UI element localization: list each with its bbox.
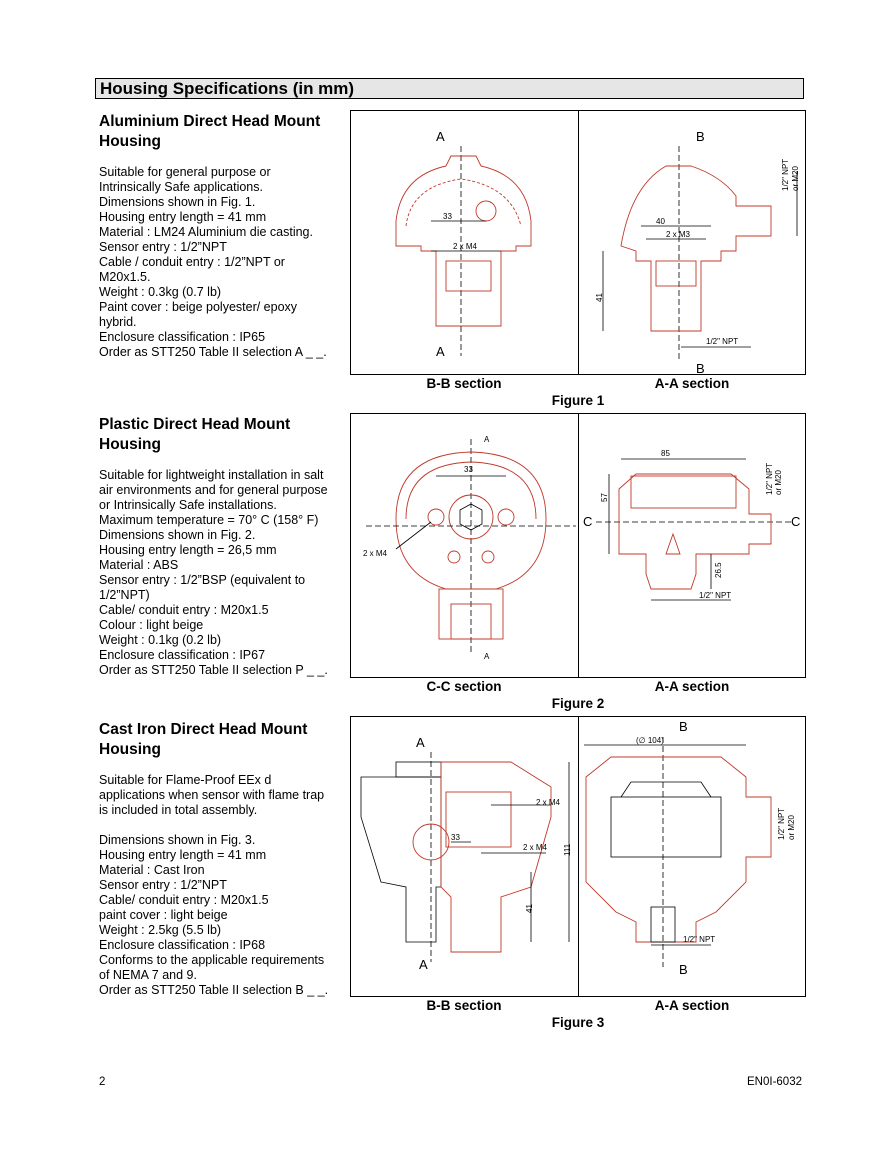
page-title: Housing Specifications (in mm) <box>100 79 355 98</box>
section-description: Suitable for general purpose or Intrinsically Safe applications. Dimensions shown in Fig. 1. Housing entry length = 41 mm Material : LM24 Aluminium die casting. Sensor entry : 1/2”NPT Cable / conduit entry : 1/2”NPT or M20x1.5. Weight : 0.3kg (0.7 lb) Paint cover : beige polyester/ epoxy hybrid. Enclosure classification : IP65 Order as STT250 Table II selection A _ _. <box>99 165 327 359</box>
svg-text:57: 57 <box>600 493 609 502</box>
figure-2-drawing <box>350 413 806 678</box>
caption-right: A-A section <box>654 998 730 1013</box>
caption-right: A-A section <box>654 679 730 694</box>
cast-iron-section-text <box>99 720 349 998</box>
section-marker: B <box>679 962 688 977</box>
svg-text:40: 40 <box>656 217 665 226</box>
svg-text:A: A <box>484 652 490 661</box>
section-marker: A <box>416 735 425 750</box>
svg-text:1/2" NPT: 1/2" NPT <box>765 462 774 495</box>
figure-1-drawing <box>350 110 806 375</box>
svg-text:or M20: or M20 <box>787 815 796 840</box>
svg-text:41: 41 <box>525 904 534 913</box>
svg-text:A: A <box>484 435 490 444</box>
section-marker: B <box>696 361 705 376</box>
figure-caption: Figure 1 <box>551 393 605 408</box>
svg-text:41: 41 <box>595 293 604 302</box>
section-description: Suitable for lightweight installation in salt air environments and for general purpose or Intrinsically Safe installations. Maximum temperature = 70° C (158° F) Dimensions shown in Fig. 2. Housing entry length = 26,5 mm Material : ABS Sensor entry : 1/2”BSP (equivalent to 1/2”NPT) Cable/ conduit entry : M20x1.5 Colour : light beige Weight : 0.1kg (0.2 lb) Enclosure classification : IP67 Order as STT250 Table II selection P _ _. <box>99 468 328 677</box>
section-heading: Aluminium Direct Head Mount Housing <box>99 113 321 150</box>
page-title-bar <box>95 78 804 99</box>
svg-text:1/2" NPT: 1/2" NPT <box>706 337 739 346</box>
svg-text:2 x M4: 2 x M4 <box>453 242 478 251</box>
svg-text:1/2" NPT: 1/2" NPT <box>777 807 786 840</box>
figure-2-svg <box>351 414 807 679</box>
section-marker: B <box>679 719 688 734</box>
section-marker: C <box>583 514 593 529</box>
svg-text:2 x M4: 2 x M4 <box>536 798 561 807</box>
svg-text:1/2" NPT: 1/2" NPT <box>683 935 716 944</box>
caption-left: B-B section <box>426 998 502 1013</box>
section-marker: C <box>791 514 801 529</box>
svg-text:33: 33 <box>443 212 452 221</box>
section-heading: Plastic Direct Head Mount Housing <box>99 416 291 453</box>
svg-text:2 x M4: 2 x M4 <box>523 843 548 852</box>
figure-1-svg <box>351 111 807 376</box>
svg-text:26.5: 26.5 <box>714 562 723 578</box>
caption-left: C-C section <box>426 679 502 694</box>
svg-text:(∅ 104): (∅ 104) <box>636 736 664 745</box>
svg-text:85: 85 <box>661 449 670 458</box>
figure-3-svg <box>351 717 807 998</box>
section-marker: A <box>436 344 445 359</box>
section-marker: A <box>436 129 445 144</box>
aluminium-section-text <box>99 112 349 360</box>
svg-text:1/2" NPT: 1/2" NPT <box>781 158 790 191</box>
figure-caption: Figure 2 <box>551 696 605 711</box>
figure-caption: Figure 3 <box>551 1015 605 1030</box>
svg-text:2 x M4: 2 x M4 <box>363 549 388 558</box>
figure-3-drawing <box>350 716 806 997</box>
svg-text:33: 33 <box>451 833 460 842</box>
section-marker: B <box>696 129 705 144</box>
svg-text:2 x M3: 2 x M3 <box>666 230 691 239</box>
svg-text:or M20: or M20 <box>774 470 783 495</box>
caption-left: B-B section <box>426 376 502 391</box>
svg-text:1/2" NPT: 1/2" NPT <box>699 591 732 600</box>
section-marker: A <box>419 957 428 972</box>
section-description: Suitable for Flame-Proof EEx d applications when sensor with flame trap is included in total assembly. Dimensions shown in Fig. 3. Housing entry length = 41 mm Material : Cast Iron Sensor entry : 1/2”NPT Cable/ conduit entry : M20x1.5 paint cover : light beige Weight : 2.5kg (5.5 lb) Enclosure classification : IP68 Conforms to the applicable requirements of NEMA 7 and 9. Order as STT250 Table II selection B _ _. <box>99 773 329 997</box>
section-heading: Cast Iron Direct Head Mount Housing <box>99 721 308 758</box>
svg-text:111: 111 <box>563 843 572 856</box>
caption-right: A-A section <box>654 376 730 391</box>
svg-text:33: 33 <box>464 465 473 474</box>
plastic-section-text <box>99 415 349 678</box>
page-number: 2 <box>99 1076 106 1088</box>
svg-text:or M20: or M20 <box>791 166 800 191</box>
document-id: EN0I-6032 <box>747 1076 802 1088</box>
